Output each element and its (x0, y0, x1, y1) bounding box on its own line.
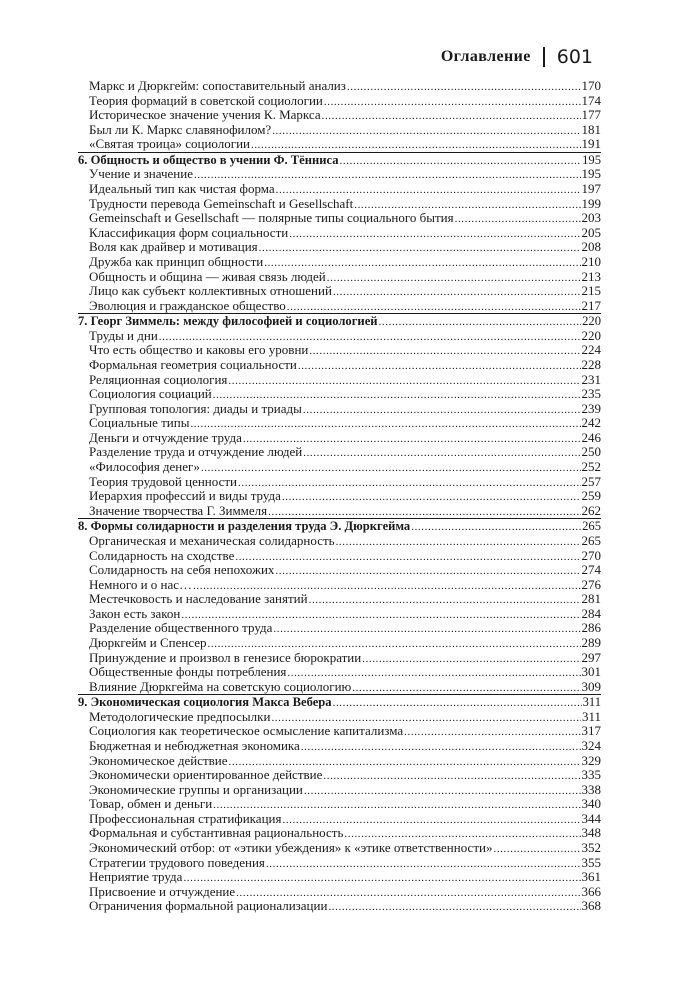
toc-entry (78, 549, 601, 564)
toc-entry (78, 299, 601, 314)
entry-page-number: 208 (581, 239, 601, 255)
dot-leader (251, 138, 581, 153)
dot-leader (289, 227, 580, 242)
toc-entry (78, 431, 601, 446)
toc-entry (78, 255, 601, 270)
entry-title: Теория формаций в советской социологии (89, 92, 323, 108)
dot-leader (303, 403, 581, 418)
entry-page-number: 340 (581, 796, 601, 812)
toc-entry (78, 108, 601, 123)
entry-title: Деньги и отчуждение труда (89, 429, 242, 445)
entry-title: «Святая троица» социологии (89, 136, 250, 152)
toc-chapter-heading (78, 153, 601, 168)
header-title: Оглавление (440, 48, 531, 65)
entry-page-number: 281 (581, 591, 601, 607)
entry-title: «Философия денег» (89, 459, 200, 475)
entry-title: Воля как драйвер и мотивация (89, 239, 258, 255)
entry-page-number: 324 (581, 738, 601, 754)
entry-page-number: 197 (581, 181, 601, 197)
header-separator (543, 47, 545, 67)
toc-section (78, 79, 601, 152)
entry-page-number: 224 (581, 342, 601, 358)
entry-page-number: 220 (581, 327, 601, 343)
entry-page-number: 181 (581, 121, 601, 137)
toc-entry (78, 534, 601, 549)
toc-entry (78, 710, 601, 725)
dot-leader (268, 505, 580, 520)
toc-entry (78, 724, 601, 739)
entry-page-number: 210 (581, 253, 601, 269)
toc-entry (78, 841, 601, 856)
entry-page-number: 301 (581, 664, 601, 680)
entry-page-number: 352 (581, 840, 601, 856)
toc-entry (78, 826, 601, 841)
chapter-page-number: 265 (582, 519, 601, 534)
dot-leader (282, 490, 581, 505)
toc-entry (78, 621, 601, 636)
entry-page-number: 252 (581, 459, 601, 475)
entry-title: Солидарность на сходстве (89, 547, 235, 563)
entry-page-number: 215 (581, 283, 601, 299)
entry-title: Товар, обмен и деньги (89, 796, 213, 812)
dot-leader (309, 344, 580, 359)
dot-leader (273, 622, 580, 637)
dot-leader (411, 520, 581, 535)
chapter-title: 8. Формы солидарности и разделения труда Э. Дюркгейма (78, 519, 411, 534)
dot-leader (347, 80, 581, 95)
entry-page-number: 366 (581, 883, 601, 899)
entry-title: Стратегии трудового поведения (89, 854, 265, 870)
entry-page-number: 262 (581, 502, 601, 518)
running-header (441, 44, 593, 70)
entry-page-number: 235 (581, 386, 601, 402)
dot-leader (272, 124, 580, 139)
entry-title: Эволюция и гражданское общество (89, 297, 286, 313)
toc-entry (78, 197, 601, 212)
entry-title: Трудности перевода Gemeinschaft и Gesellschaft (89, 195, 354, 211)
entry-title: Закон есть закон (89, 605, 181, 621)
dot-leader (298, 359, 581, 374)
toc-chapter-heading (78, 314, 601, 329)
entry-title: Экономически ориентированное действие (89, 767, 323, 783)
toc-entry (78, 123, 601, 138)
entry-title: Иерархия профессий и виды труда (89, 488, 281, 504)
entry-title: Реляционная социология (89, 371, 228, 387)
entry-title: Разделение общественного труда (89, 620, 273, 636)
toc-entry (78, 651, 601, 666)
toc-entry (78, 167, 601, 182)
entry-title: Gemeinschaft и Gesellschaft — полярные типы социального бытия (89, 210, 454, 226)
entry-title: Теория трудовой ценности (89, 473, 237, 489)
toc-entry (78, 680, 601, 695)
dot-leader (455, 212, 581, 227)
entry-title: Присвоение и отчуждение (89, 883, 236, 899)
entry-title: Маркс и Дюркгейм: сопоставительный анализ (89, 78, 346, 93)
entry-page-number: 195 (581, 166, 601, 182)
toc-section (78, 152, 601, 313)
entry-title: Общественные фонды потребления (89, 664, 287, 680)
entry-page-number: 231 (581, 371, 601, 387)
entry-title: Органическая и механическая солидарность (89, 532, 335, 548)
chapter-title: 9. Экономическая социология Макса Вебера (78, 695, 332, 710)
entry-title: Формальная и субстантивная рациональность (89, 825, 344, 841)
entry-title: Социология социаций (89, 386, 212, 402)
entry-title: Труды и дни (89, 327, 158, 343)
toc-entry (78, 797, 601, 812)
dot-leader (379, 315, 582, 330)
entry-page-number: 217 (581, 297, 601, 313)
entry-page-number: 309 (581, 678, 601, 694)
entry-title: Социология как теоретическое осмысление капитализма (89, 723, 404, 739)
entry-title: Дружба как принцип общности (89, 253, 264, 269)
entry-title: Социальные типы (89, 415, 190, 431)
entry-title: Экономический отбор: от «этики убеждения» к «этике ответственности» (89, 840, 493, 856)
entry-page-number: 368 (581, 898, 601, 914)
entry-page-number: 174 (581, 92, 601, 108)
entry-title: Профессиональная стратификация (89, 810, 282, 826)
entry-title: Групповая топология: диады и триады (89, 400, 302, 416)
entry-page-number: 213 (581, 268, 601, 284)
entry-page-number: 286 (581, 620, 601, 636)
entry-page-number: 274 (581, 562, 601, 578)
dot-leader (287, 300, 581, 315)
toc-entry (78, 270, 601, 285)
entry-page-number: 170 (581, 78, 601, 93)
entry-page-number: 317 (581, 723, 601, 739)
dot-leader (333, 696, 582, 711)
entry-title: Лицо как субъект коллективных отношений (89, 283, 332, 299)
toc-entry (78, 739, 601, 754)
entry-title: Учение и значение (89, 166, 193, 182)
page-number: 601 (556, 46, 593, 68)
entry-title: Экономические группы и организации (89, 781, 303, 797)
entry-page-number: 284 (581, 605, 601, 621)
entry-page-number: 329 (581, 752, 601, 768)
toc-entry (78, 211, 601, 226)
dot-leader (228, 374, 580, 389)
toc-entry (78, 783, 601, 798)
entry-title: Дюркгейм и Спенсер (89, 634, 207, 650)
dot-leader (266, 857, 581, 872)
entry-page-number: 205 (581, 224, 601, 240)
entry-page-number: 239 (581, 400, 601, 416)
entry-title: Был ли К. Маркс славянофилом? (89, 121, 272, 137)
toc-entry (78, 665, 601, 680)
toc-entry (78, 182, 601, 197)
entry-page-number: 228 (581, 356, 601, 372)
toc-entry (78, 416, 601, 431)
toc-entry (78, 240, 601, 255)
entry-page-number: 203 (581, 210, 601, 226)
toc-entry (78, 329, 601, 344)
entry-page-number: 259 (581, 488, 601, 504)
dot-leader (303, 446, 580, 461)
toc-entry (78, 592, 601, 607)
dot-leader (336, 535, 581, 550)
toc-entry (78, 768, 601, 783)
toc-entry (78, 754, 601, 769)
dot-leader (304, 784, 581, 799)
toc-entry (78, 402, 601, 417)
entry-page-number: 338 (581, 781, 601, 797)
entry-page-number: 191 (581, 136, 601, 152)
toc-entry (78, 387, 601, 402)
dot-leader (333, 285, 581, 300)
toc-entry (78, 373, 601, 388)
entry-page-number: 335 (581, 767, 601, 783)
entry-title: Что есть общество и каковы его уровни (89, 342, 309, 358)
dot-leader (238, 476, 581, 491)
dot-leader (309, 593, 581, 608)
entry-page-number: 199 (581, 195, 601, 211)
entry-page-number: 276 (581, 576, 601, 592)
entry-page-number: 311 (581, 708, 601, 724)
toc-entry (78, 856, 601, 871)
dot-leader (201, 461, 581, 476)
dot-leader (259, 241, 581, 256)
toc-entry (78, 94, 601, 109)
entry-title: Историческое значение учения К. Маркса (89, 107, 321, 123)
entry-title: Солидарность на себя непохожих (89, 562, 275, 578)
dot-leader (404, 725, 580, 740)
entry-title: Общность и община — живая связь людей (89, 268, 326, 284)
entry-title: Разделение труда и отчуждение людей (89, 444, 303, 460)
entry-title: Значение творчества Г. Зиммеля (89, 502, 268, 518)
toc-entry (78, 636, 601, 651)
entry-title: Формальная геометрия социальности (89, 356, 297, 372)
toc-entry (78, 475, 601, 490)
entry-page-number: 265 (581, 532, 601, 548)
entry-page-number: 348 (581, 825, 601, 841)
toc-section (78, 518, 601, 694)
entry-page-number: 257 (581, 473, 601, 489)
toc-entry (78, 563, 601, 578)
dot-leader (323, 769, 580, 784)
entry-title: Идеальный тип как чистая форма (89, 181, 275, 197)
entry-page-number: 344 (581, 810, 601, 826)
entry-page-number: 177 (581, 107, 601, 123)
toc-entry (78, 79, 601, 94)
dot-leader (327, 271, 581, 286)
toc-entry (78, 137, 601, 152)
dot-leader (328, 900, 580, 915)
entry-page-number: 246 (581, 429, 601, 445)
entry-page-number: 250 (581, 444, 601, 460)
dot-leader (190, 417, 580, 432)
toc-entry (78, 578, 601, 593)
toc-entry (78, 870, 601, 885)
dot-leader (301, 740, 581, 755)
entry-page-number: 297 (581, 649, 601, 665)
entry-title: Принуждение и произвол в генезисе бюрократии (89, 649, 362, 665)
chapter-title: 7. Георг Зиммель: между философией и социологией (78, 314, 378, 329)
entry-title: Ограничения формальной рационализации (89, 898, 328, 914)
dot-leader (340, 154, 582, 169)
entry-page-number: 270 (581, 547, 601, 563)
toc-entry (78, 489, 601, 504)
toc-entry (78, 812, 601, 827)
entry-page-number: 289 (581, 634, 601, 650)
table-of-contents (78, 79, 601, 914)
entry-page-number: 242 (581, 415, 601, 431)
chapter-page-number: 311 (582, 695, 601, 710)
toc-entry (78, 445, 601, 460)
dot-leader (322, 109, 581, 124)
dot-leader (352, 681, 580, 696)
entry-title: Классификация форм социальности (89, 224, 289, 240)
entry-title: Местечковость и наследование занятий (89, 591, 308, 607)
toc-chapter-heading (78, 519, 601, 534)
toc-entry (78, 358, 601, 373)
dot-leader (493, 842, 580, 857)
entry-title: Бюджетная и небюджетная экономика (89, 738, 300, 754)
entry-page-number: 361 (581, 869, 601, 885)
entry-title: Неприятие труда (89, 869, 183, 885)
toc-entry (78, 607, 601, 622)
entry-title: Влияние Дюркгейма на советскую социологию (89, 678, 352, 694)
dot-leader (183, 871, 580, 886)
toc-entry (78, 885, 601, 900)
dot-leader (324, 95, 581, 110)
chapter-page-number: 220 (582, 314, 601, 329)
toc-entry (78, 226, 601, 241)
toc-section (78, 313, 601, 518)
entry-title: Экономическое действие (89, 752, 228, 768)
entry-title: Немного и о нас… (89, 576, 193, 592)
entry-page-number: 355 (581, 854, 601, 870)
chapter-title: 6. Общность и общество в учении Ф. Тённиса (78, 152, 339, 167)
toc-entry (78, 343, 601, 358)
dot-leader (235, 550, 580, 565)
toc-entry (78, 284, 601, 299)
toc-chapter-heading (78, 695, 601, 710)
dot-leader (275, 564, 580, 579)
toc-entry (78, 460, 601, 475)
toc-entry (78, 899, 601, 914)
dot-leader (362, 652, 580, 667)
toc-section (78, 694, 601, 914)
entry-title: Методологические предпосылки (89, 708, 271, 724)
chapter-page-number: 195 (582, 152, 601, 167)
toc-entry (78, 504, 601, 519)
